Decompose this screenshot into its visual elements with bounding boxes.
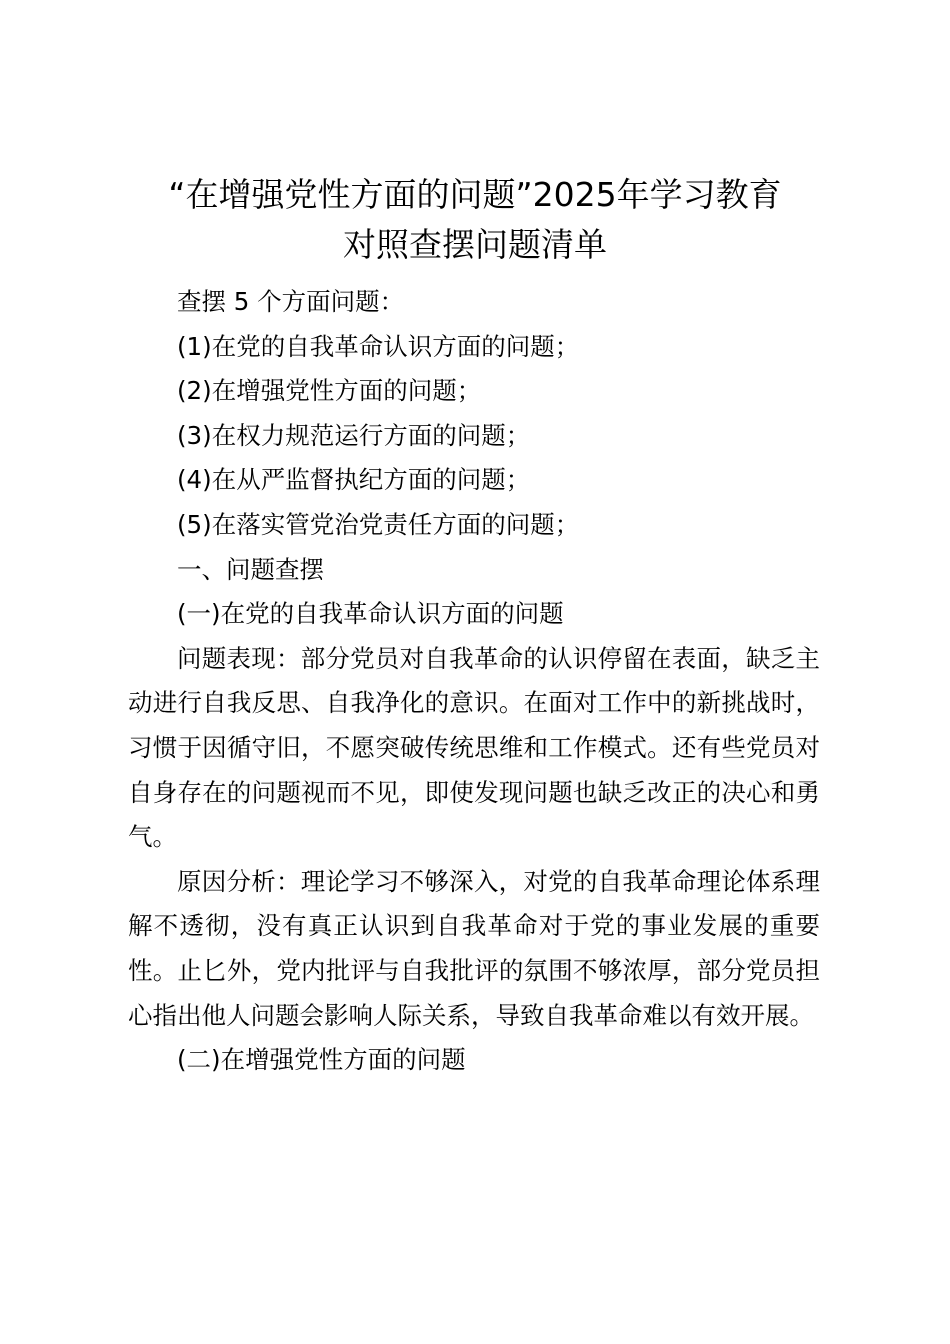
list-item: (2)在增强党性方面的问题； xyxy=(177,376,482,406)
cause-paragraph: 原因分析：理论学习不够深入，对党的自我革命理论体系理解不透彻，没有真正认识到自我革命对于党的事业发展的重要性。止匕外，党内批评与自我批评的氛围不够浓厚，部分党员担心指出他人问题会影响人际关系，导致自我革命难以有效开展。 xyxy=(128,866,820,1030)
list-item: (4)在从严监督执纪方面的问题； xyxy=(177,465,531,495)
list-item: (5)在落实管党治党责任方面的问题； xyxy=(177,509,580,539)
document-title-line-1: “在增强党性方面的问题”2025年学习教育 xyxy=(168,175,782,214)
intro-text: 查摆 5 个方面问题： xyxy=(177,287,405,316)
subsection-heading: (一)在党的自我革命认识方面的问题 xyxy=(177,599,564,629)
subsection-heading: (二)在增强党性方面的问题 xyxy=(177,1045,466,1075)
list-item: (3)在权力规范运行方面的问题； xyxy=(177,420,531,450)
document-title-line-2: 对照查摆问题清单 xyxy=(343,225,607,264)
section-heading: 一、问题查摆 xyxy=(177,554,324,584)
problem-paragraph: 问题表现：部分党员对自我革命的认识停留在表面，缺乏主动进行自我反思、自我净化的意识。在面对工作中的新挑战时，习惯于因循守旧，不愿突破传统思维和工作模式。还有些党员对自身存在的问题视而不见，即使发现问题也缺乏改正的决心和勇气。 xyxy=(128,643,820,852)
list-item: (1)在党的自我革命认识方面的问题； xyxy=(177,331,580,361)
document-body xyxy=(128,280,820,1083)
